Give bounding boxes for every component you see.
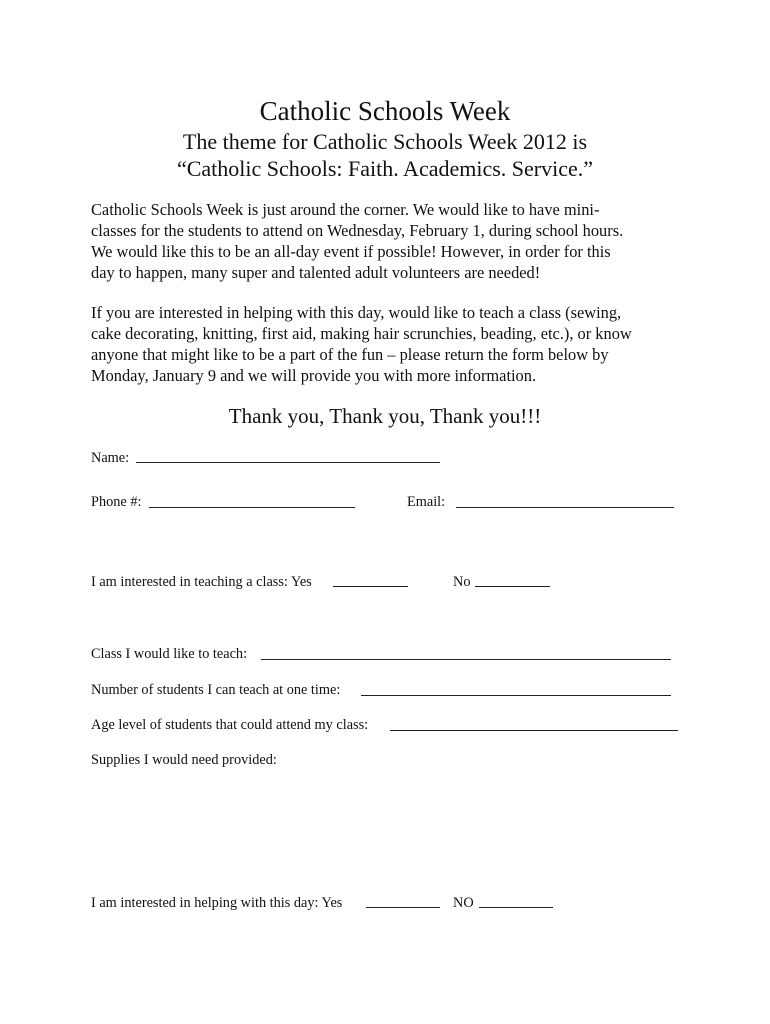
age-field[interactable] <box>390 730 678 731</box>
theme-line-2: “Catholic Schools: Faith. Academics. Service.” <box>176 156 594 181</box>
paragraph-line: cake decorating, knitting, first aid, making hair scrunchies, beading, etc.), or know <box>91 324 632 343</box>
help-yes-field[interactable] <box>366 907 440 908</box>
intro-paragraph-2 <box>91 302 691 386</box>
teach-no-label: No <box>453 574 471 590</box>
paragraph-line: If you are interested in helping with this day, would like to teach a class (sewing, <box>91 303 622 322</box>
phone-label: Phone #: <box>91 494 142 510</box>
class-field[interactable] <box>261 659 671 660</box>
paragraph-line: classes for the students to attend on Wednesday, February 1, during school hours. <box>91 221 624 240</box>
phone-field[interactable] <box>149 507 355 508</box>
page-title: Catholic Schools Week <box>259 96 511 126</box>
intro-paragraph-1 <box>91 199 691 283</box>
name-label: Name: <box>91 450 130 466</box>
supplies-area[interactable] <box>91 772 681 882</box>
paragraph-line: We would like this to be an all-day event if possible! However, in order for this <box>91 242 611 261</box>
class-label: Class I would like to teach: <box>91 646 248 662</box>
teach-question: I am interested in teaching a class: Yes <box>91 574 312 590</box>
teach-yes-field[interactable] <box>333 586 408 587</box>
supplies-label: Supplies I would need provided: <box>91 752 277 768</box>
age-label: Age level of students that could attend my class: <box>91 717 369 733</box>
students-field[interactable] <box>361 695 671 696</box>
paragraph-line: Catholic Schools Week is just around the corner. We would like to have mini- <box>91 200 600 219</box>
help-no-field[interactable] <box>479 907 553 908</box>
students-label: Number of students I can teach at one time: <box>91 682 341 698</box>
paragraph-line: Monday, January 9 and we will provide you with more information. <box>91 366 537 385</box>
theme-line-1: The theme for Catholic Schools Week 2012 is <box>182 129 588 154</box>
email-label: Email: <box>407 494 446 510</box>
help-question: I am interested in helping with this day: Yes <box>91 895 343 911</box>
thank-you-heading: Thank you, Thank you, Thank you!!! <box>228 404 542 428</box>
help-no-label: NO <box>453 895 474 911</box>
name-field[interactable] <box>136 462 440 463</box>
email-field[interactable] <box>456 507 674 508</box>
paragraph-line: anyone that might like to be a part of the fun – please return the form below by <box>91 345 609 364</box>
teach-no-field[interactable] <box>475 586 550 587</box>
paragraph-line: day to happen, many super and talented adult volunteers are needed! <box>91 263 541 282</box>
